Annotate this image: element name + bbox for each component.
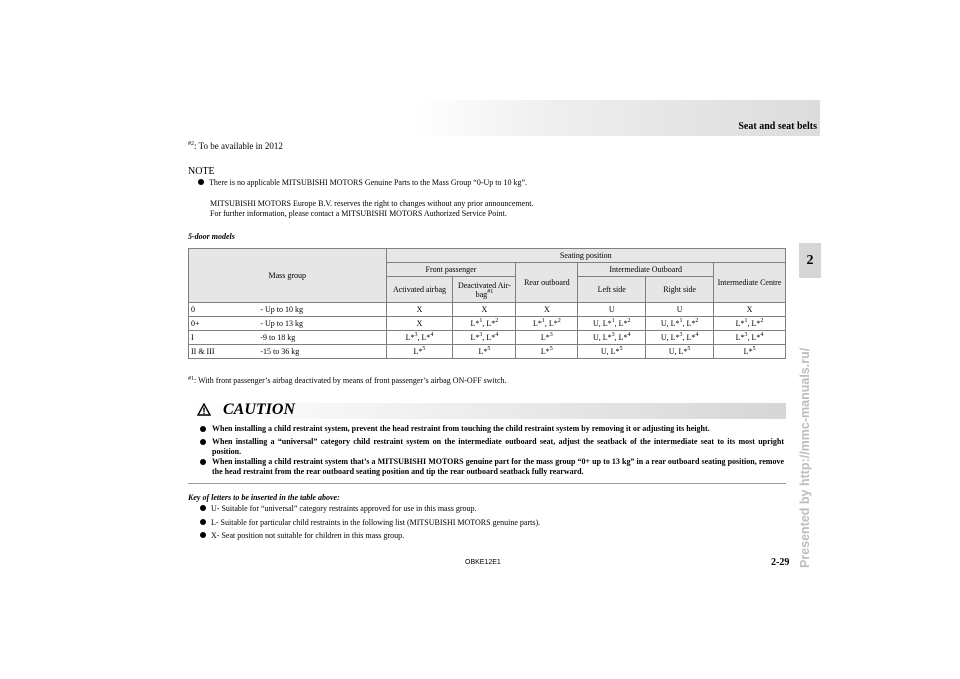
cell-left: U, L*$^1$, L*$^2$: [578, 317, 646, 331]
bullet-icon: [200, 426, 206, 432]
cell-deactivated: X: [453, 303, 516, 317]
footnote-2-text: : To be available in 2012: [194, 141, 283, 151]
chapter-tab: 2: [799, 243, 821, 278]
bullet-icon: [200, 519, 206, 525]
activated-airbag-header: Activated airbag: [386, 277, 453, 303]
table-row: [189, 345, 786, 359]
deactivated-airbag-sup: #1: [487, 288, 494, 295]
warning-triangle-icon: [197, 403, 211, 416]
cell-rear: L*$^1$, L*$^2$: [516, 317, 578, 331]
intermediate-outboard-header: Intermediate Outboard: [578, 263, 714, 277]
key-item-text: L- Suitable for particular child restraints in the following list (MITSUBISHI MOTORS genuine parts).: [211, 518, 541, 527]
caution-item-text: When installing a “universal” category child restraint system on the intermediate outboard seat, adjust the seatback of the intermediate seat to its most upright position.: [212, 437, 784, 456]
cell-mass-range: - Up to 10 kg: [258, 303, 386, 317]
watermark-text: Presented by http://mmc-manuals.ru/: [798, 347, 812, 568]
cell-right: U: [646, 303, 714, 317]
cell-deactivated: L*$^1$, L*$^2$: [453, 317, 516, 331]
bullet-icon: [200, 439, 206, 445]
cell-activated: L*$^3$, L*$^4$: [386, 331, 453, 345]
cell-mass-range: -15 to 36 kg: [258, 345, 386, 359]
caution-item-text: When installing a child restraint system, prevent the head restraint from touching the child restraint system by removing it or adjusting its height.: [212, 424, 710, 433]
note-bullet-text: There is no applicable MITSUBISHI MOTORS Genuine Parts to the Mass Group “0-Up to 10 kg”.: [209, 178, 528, 187]
page-number: 2-29: [771, 557, 790, 568]
caution-item: [200, 457, 784, 477]
cell-centre: L*$^5$: [714, 345, 786, 359]
footnote-1: [188, 376, 507, 386]
cell-right: U, L*$^5$: [646, 345, 714, 359]
cell-rear: X: [516, 303, 578, 317]
seating-position-header: Seating position: [386, 249, 785, 263]
mass-group-header: Mass group: [189, 249, 387, 303]
cell-right: U, L*$^3$, L*$^4$: [646, 331, 714, 345]
table-row: [189, 317, 786, 331]
cell-mass-group: 0: [189, 303, 259, 317]
rear-outboard-header: Rear outboard: [516, 263, 578, 303]
key-item: [200, 531, 404, 541]
footnote-1-text: : With front passenger’s airbag deactivated by means of front passenger’s airbag ON-OFF switch.: [194, 376, 507, 385]
note-bullet-item: [198, 178, 527, 188]
note-line-1: MITSUBISHI MOTORS Europe B.V. reserves the right to changes without any prior announcement.: [210, 199, 534, 208]
cell-mass-group: 0+: [189, 317, 259, 331]
bullet-icon: [200, 505, 206, 511]
caution-item: [200, 424, 784, 434]
right-side-header: Right side: [646, 277, 714, 303]
table-row: [189, 331, 786, 345]
cell-rear: L*$^5$: [516, 345, 578, 359]
cell-activated: L*$^5$: [386, 345, 453, 359]
left-side-header: Left side: [578, 277, 646, 303]
key-item-text: U- Suitable for “universal” category restraints approved for use in this mass group.: [211, 504, 477, 513]
bullet-icon: [200, 532, 206, 538]
note-line-2: For further information, please contact a MITSUBISHI MOTORS Authorized Service Point.: [210, 209, 507, 218]
caution-item-text: When installing a child restraint system that’s a MITSUBISHI MOTORS genuine part for the mass group “0+ up to 13 kg” in a rear outboard seating position, remove the head restraint from the rear outboard seating position and tip the rear outboard seatback fully rearward.: [212, 457, 784, 476]
watermark: [795, 300, 815, 570]
key-item: [200, 504, 476, 514]
cell-left: U, L*$^3$, L*$^4$: [578, 331, 646, 345]
caution-title: CAUTION: [223, 401, 296, 418]
cell-left: U: [578, 303, 646, 317]
intermediate-centre-header: Intermediate Centre: [714, 263, 786, 303]
cell-activated: X: [386, 317, 453, 331]
caution-divider: [188, 483, 786, 484]
cell-rear: L*$^3$: [516, 331, 578, 345]
bullet-icon: [200, 459, 206, 465]
cell-centre: X: [714, 303, 786, 317]
footnote-2: [188, 141, 283, 152]
page-header-title: Seat and seat belts: [738, 121, 817, 132]
key-heading: Key of letters to be inserted in the table above:: [188, 493, 340, 502]
deactivated-airbag-header: [453, 277, 516, 303]
cell-centre: L*$^3$, L*$^4$: [714, 331, 786, 345]
deactivated-airbag-label: Deactivated Air-bag: [457, 280, 511, 299]
front-passenger-header: Front passenger: [386, 263, 516, 277]
cell-deactivated: L*$^5$: [453, 345, 516, 359]
footnote-1-mark: #1: [188, 376, 194, 382]
cell-centre: L*$^1$, L*$^2$: [714, 317, 786, 331]
cell-activated: X: [386, 303, 453, 317]
seating-table: [188, 248, 786, 359]
cell-mass-range: - Up to 13 kg: [258, 317, 386, 331]
table-body: [189, 303, 786, 359]
note-heading: NOTE: [188, 166, 215, 177]
section-title: 5-door models: [188, 232, 235, 241]
bullet-icon: [198, 179, 204, 185]
key-item-text: X- Seat position not suitable for children in this mass group.: [211, 531, 405, 540]
key-item: [200, 518, 540, 528]
document-code: OBKE12E1: [465, 559, 501, 566]
footnote-2-mark: #2: [188, 141, 194, 147]
cell-mass-range: -9 to 18 kg: [258, 331, 386, 345]
cell-deactivated: L*$^3$, L*$^4$: [453, 331, 516, 345]
cell-right: U, L*$^1$, L*$^2$: [646, 317, 714, 331]
cell-left: U, L*$^5$: [578, 345, 646, 359]
cell-mass-group: I: [189, 331, 259, 345]
cell-mass-group: II & III: [189, 345, 259, 359]
caution-item: [200, 437, 784, 457]
table-row: [189, 303, 786, 317]
